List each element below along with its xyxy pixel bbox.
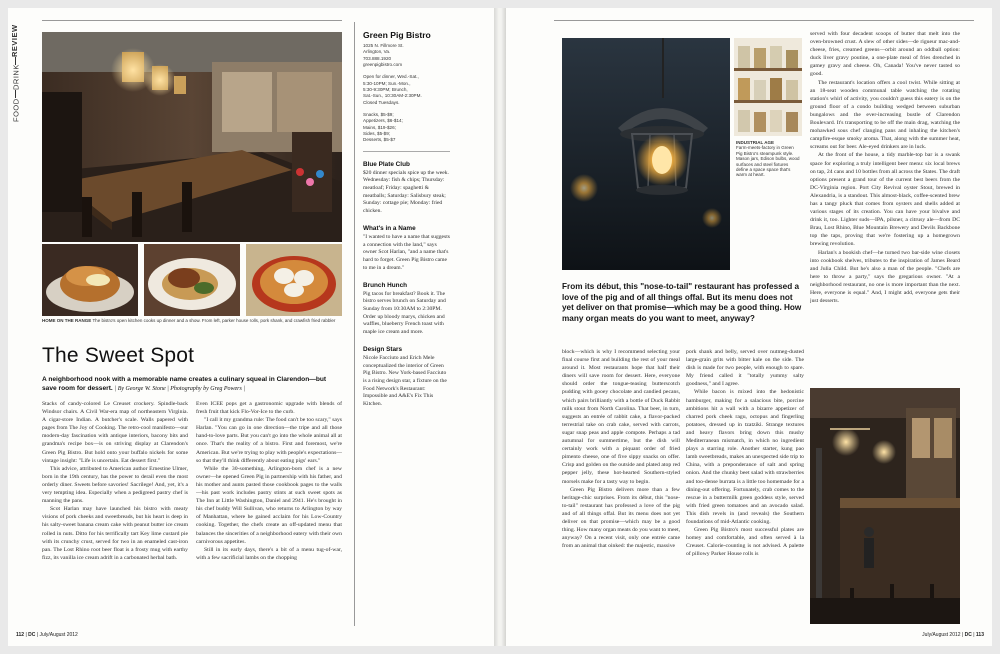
photo-caption [736, 140, 800, 178]
sidebar-text: Nicole Facciuto and Erich Mele conceptualized the interior of Green Pig Bistro. New York-based Facciuto is a rising design star, a fixture on the Food Network's Restaurant: Impossible and A&E's Fix This Kitchen. [363, 354, 447, 408]
hero-photo-interior [42, 32, 342, 242]
top-rule [42, 20, 342, 21]
sidebar-heading: Blue Plate Club [363, 160, 410, 168]
section-divider [16, 90, 17, 98]
top-rule [554, 20, 974, 21]
folio-right: July/August 2012 | DC | 113 [922, 632, 984, 638]
sidebar-heading: Brunch Hunch [363, 281, 408, 289]
paragraph: "I call it my grandma rule: The food can't be too scary," says Harlan. "You can go in one direction—the tripe and all those hand-to-love parts. But you can't go into the whole animal all at once. That's the reality of a bistro. First and foremost, we're American. But we're trying to play with people's expectations—so that they'll think differently about eating pigs' ears." [196, 417, 342, 464]
hero-caption [42, 318, 342, 323]
price-line: Mains, $19-$26; [363, 124, 396, 130]
magazine-name: DC [28, 632, 36, 638]
price-line: Desserts, $5-$7 [363, 137, 396, 143]
paragraph: Scot Harlan may have launched his bistro with meaty visions of pork cheeks and sweetbreads, but his heart is deep in his salty-sweet banana cream cake with peanut butter ice cream rolled in nuts. Ditto for his terrifically tart Key lime custard pie with its crunchy crust, served for two in an enameled cast-iron pan. The Lost Rhino root beer float is a frosty mug with earthy fizz, its vanilla ice cream adrift in a carbonated herbal bath. [42, 506, 188, 561]
article-headline: The Sweet Spot [42, 344, 195, 367]
folio-left: 112 | DC | July/August 2012 [16, 632, 78, 638]
address-line: 1025 N. Fillmore St. [363, 43, 404, 48]
photo-mason-jars [734, 38, 802, 136]
paragraph: At the front of the house, a tidy marble-top bar is a swank space for exploring a truly intelligent beer menu: six local brews on tap, 24 cans and 10 bottles from all across the States. The draft options present a grand tour of the current best beers from the DC-Virginia region. Port City Revival oyster Stout, brewed in Alexandria, is a standout. This almost-black, coffee-scented brew has a tangy pluck that comes from oysters and shells added at various stages of its creation. You can have your bivalve and drink it, too. Lighter suds—IPA, pilsner, a citrusy ale—from DC Brau, Lost Rhino, Blue Mountain Brewery and Devils Backbone top the taps, proving that we're fostering up a homegrown brewing revolution. [810, 152, 960, 248]
body-column-b [686, 348, 804, 628]
price-line: Snacks, $5-$9; [363, 111, 394, 117]
right-page [506, 8, 992, 646]
paragraph: pork shank and belly, served over nutmeg-dusted large-grain grits with bitter kale on the side. The dish is made for two people, with enough to spare. My friend called it "totally yummy salty goodness," and I agree. [686, 349, 804, 388]
issue-date: July/August 2012 [39, 632, 78, 638]
sidebar-heading: What's in a Name [363, 224, 416, 232]
paragraph: Green Pig Bistro's most successful plates are homey and comfortable, and often served à la Creuset. Calorie-counting is not advised. A palette of pillowy Parker House rolls is [686, 527, 804, 558]
hours-block [363, 74, 450, 106]
paragraph: Even ICEE pops get a gastronomic upgrade with blends of fresh fruit that kick Flo-Vor-Ice to the curb. [196, 401, 342, 416]
food-photo-rabbler [246, 244, 342, 316]
paragraph: Harlan's a bookish chef—he turned two bar-side wine closets into cookbook shelves, tributes to the inspiration of James Beard and Julia Child. But he's also a man of the people. "Chefs are here to throw a party," says the gregarious owner. "At a neighborhood restaurant, no one is more important than the next. Here, everyone is equal." And, I might add, everyone gets their just desserts. [810, 249, 960, 305]
caption-text: The bistro's open kitchen cooks up dinner and a show. From left, parker house rolls, pork shank, and crawfish fried rabbler [92, 318, 336, 323]
page-number: 112 [16, 632, 25, 638]
hours-line: 5:30-10PM; Sun.-Mon., [363, 80, 411, 86]
sidebar-text: $20 dinner specials spice up the week. Wednesday: fish & chips; Thursday: meatloaf; Friday: spaghetti & meatballs; Saturday: Salisbury steak; Sunday: cottage pie; Monday: fried chicken. [363, 169, 449, 215]
section-divider [16, 57, 17, 65]
address-block [363, 43, 450, 68]
website: greenpigbistro.com [363, 61, 403, 67]
phone: 703.888.1920 [363, 55, 392, 61]
paragraph: While bacon is mixed into the hedonistic hamburger, making for a salacious bite, porcine ambitions hit a wall with a bizarre appetizer of charred pork cheek ragu, octopus and fingerling potatoes, dressed up in tzatziki. Strange textures and heavy flavors bring down this mushy Mediterranean mismatch, in which no ingredient plays a starring role. Another starter, kung pao lamb sweetbreads, makes an unexpected side trip to China, with a preponderance of salt and spring onion. And the chunky beet salad with strawberries and too-dense burrata is a little too homemade for a dining-out offering. Fortunately, crab comes to the rescue in a buttermilk green goddess style, served with fried green tomatoes and an avocado salad. This dish revels in (and reveals) the Southern foundations of mid-Atlantic cooking. [686, 389, 804, 525]
body-column-2 [196, 400, 342, 630]
hours-line: 5:30-9:30PM; Brunch, [363, 86, 408, 92]
hours-line: Closed Tuesdays. [363, 99, 400, 105]
left-page [8, 8, 494, 646]
byline: | By George W. Stone | Photography by Greg Powers | [114, 385, 246, 392]
paragraph: Still in its early days, there's a bit of a menu tug-of-war, with a few sacrificial lambs on the chopping [196, 546, 342, 561]
paragraph: Green Pig Bistro delivers more than a few heritage-chic surprises. From its début, this "nose-to-tail" restaurant has professed a love of the pig and of all things offal. But its menu does not yet deliver on that promise—which may be a good thing. How many organ meats do you want to meet, anyway? On a recent visit, only one entrée came from an animal that oinked: the majestic, massive [562, 486, 680, 550]
hours-line: Sat.-Sun., 10:30AM-2:30PM. [363, 93, 422, 99]
food-photo-rolls [42, 244, 138, 316]
restaurant-name: Green Pig Bistro [363, 30, 431, 40]
hours-line: Open for dinner, Wed.-Sat., [363, 74, 419, 80]
caption-lead: HOME ON THE RANGE [42, 318, 92, 323]
article-deck [42, 376, 334, 394]
paragraph: Stacks of candy-colored Le Creuset crockery. Spindle-back Windsor chairs. A Civil War-era map of northeastern Virginia. A cigar-store Indian. A butcher's scale. Walls papered with pages from The Joy of Cooking. The retro-cool manifesto—our modern-day fascination with antique interiors, bacony bits and grandma's recipe box—is on striving display at Clarendon's Green Pig Bistro. But hold onto your buffalo nickels for some vintage insight: "Life is uncertain. Eat dessert first." [42, 401, 188, 464]
page-number: 113 [975, 632, 984, 638]
spine-gutter [494, 8, 506, 646]
paragraph: While the 30-something, Arlington-born chef is a new owner—he opened Green Pig in partnership with his father, and his mother and aunts pasted those cookbook pages to the walls—his past work includes pastry stints at such sweet spots as The Inn at Little Washington, Daniel and 2941. He's brought in his chef buddy Will Sullivan, who returns to Arlington by way of Manhattan, where he gained acclaim for his Low-Country cooking. Together, the chefs create an off-updated menu that balances the sincerities of a neighborhood eatery with their own carnivorous appetites. [196, 465, 342, 545]
issue-date: July/August 2012 [922, 632, 961, 638]
section-label [10, 24, 22, 174]
address-line: Arlington, Va. [363, 49, 391, 55]
section-review: REVIEW [10, 24, 19, 57]
body-column-a [562, 348, 680, 628]
photo-bar-interior [810, 388, 960, 624]
photo-edison-lamp [562, 38, 730, 270]
caption-text: Farm-meets-factory in Green Pig Bistro's steampunk style. Mason jars, Edison bulbs, wood surfaces and steel fixtures define a space space that's warm at heart. [736, 145, 800, 178]
paragraph: block—which is why I recommend selecting your final course first and building the rest of your meal around it. Most restaurants hope that half their diners will save room for dessert. Here, everyone should order the tongue-teasing butterscotch pudding with gooey chocolate and candied pecans, which pairs brilliantly with a bottle of Duck Rabbit milk stout from North Carolina. That beer, in turn, suggests an entrée of rabbit cake, a flavor-packed terrestrial take on crab cake, served with carrots, sugar snap peas and apple compote. Perhaps a tad autumnal for summertime, but the dish will certainly work with a piquant order of fried pimento cheese, one of five sippy snacks on offer. Crisp and golden on the outside and plated atop red pepper jelly, these hot-hearted Southern-styled morsels make for a tasty way to begin. [562, 349, 680, 485]
sidebar-text: Pig tacos for breakfast? Book it. The bistro serves brunch on Saturday and Sunday from 10:30AM to 2:30PM. Order up bloody marys, chicken and waffles, blueberry French toast with maple ice cream and more. [363, 290, 446, 336]
paragraph: served with four decadent scoops of butter that melt into the oven-browned crust. A slew of other sides—de rigueur mac-and-cheese, fries, creamed greens—orbit around an oddball option: duck liver gravy poutine, a one-plate meal of fries drenched in gamey gravy and cheese. Oh, Canada! You've never tasted so good. [810, 31, 960, 78]
section-drink: DRINK [11, 64, 21, 91]
food-photo-pork-shank [144, 244, 240, 316]
caption-lead: INDUSTRIAL AGE [736, 140, 775, 145]
prices-block [363, 112, 450, 144]
deck-text: A neighborhood nook with a memorable name creates a culinary squeal in Clarendon—but save room for dessert. [42, 376, 327, 392]
pull-quote: From its début, this "nose-to-tail" restaurant has professed a love of the pig and of all things offal. But its menu does not yet deliver on that promise—which may be a good thing. How many organ meats do you want to meet, anyway? [562, 282, 802, 323]
price-line: Sides, $5-$9; [363, 130, 391, 136]
sidebar-text: "I wanted to have a name that suggests a connection with the land," says owner Scot Harlan, "and a name that's hard to forget. Green Pig Bistro came to me in a dream." [363, 233, 450, 271]
price-line: Appetizers, $6-$14; [363, 118, 403, 124]
section-food: FOOD [11, 98, 21, 123]
paragraph: The restaurant's location offers a cool twist. While sitting at an 18-seat wooden communal table watching the rotating station's whirl of activity, you couldn't guess this eatery is on the ground floor of a condo building wedged between suburban bungalows and the ever-increasing bustle of Clarendon Boulevard. It's transporting to be off the main drag, watching the mohawked sous chef clanging pans and inhaling the kitchen's campfire-esque smoky aroma. That, along with the summer heat, screams out for beer. Ale-eyed drinkers are in luck. [810, 79, 960, 151]
body-column-1 [42, 400, 188, 630]
magazine-name: DC [964, 632, 972, 638]
sidebar-heading: Design Stars [363, 345, 403, 353]
info-sidebar [354, 22, 450, 626]
paragraph: This advice, attributed to American author Ernestine Ulmer, born in the 19th century, has the power to derail even the most orderly diner. Sweets before savories! Sacrilege! And, yet, it's a very tempting idea. Especially when a pedigreed pastry chef is manning the pans. [42, 465, 188, 505]
body-column-c [810, 30, 960, 382]
